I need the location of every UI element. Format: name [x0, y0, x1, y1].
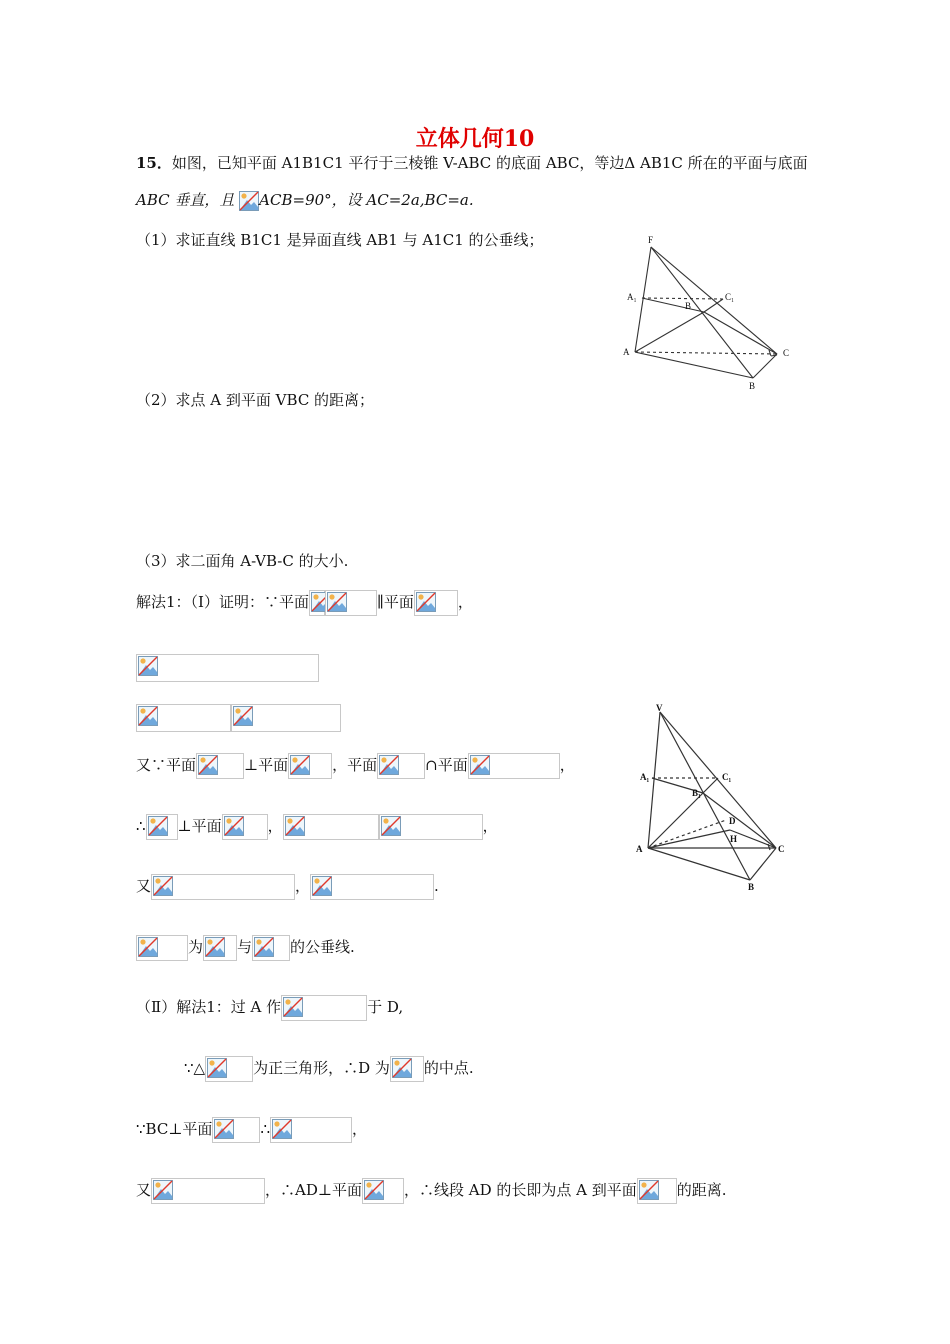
- formula-image: [151, 874, 295, 900]
- formula-image: [390, 1056, 424, 1082]
- broken-image-icon: [148, 816, 168, 836]
- broken-image-icon: [138, 706, 158, 726]
- fig1-label-b: B: [749, 381, 756, 391]
- broken-image-icon: [214, 1119, 234, 1139]
- problem-text-2a: ABC 垂直，且: [136, 191, 235, 209]
- question-1: （1）求证直线 B1C1 是异面直线 AB1 与 A1C1 的公垂线；: [136, 231, 544, 249]
- broken-image-icon: [153, 1180, 173, 1200]
- formula-image: [414, 590, 458, 616]
- sol-text: 又∵平面: [136, 756, 197, 774]
- broken-image-icon: [153, 876, 173, 896]
- sol-text: ，∴AD⊥平面: [265, 1181, 362, 1199]
- problem-text-2b: ACB=90°，设 AC=2a,BC=a.: [259, 191, 474, 209]
- solution-line-3: [136, 704, 341, 732]
- figure-pyramid-1: [615, 232, 805, 392]
- solution-line-8: [136, 995, 403, 1021]
- formula-image: [281, 995, 367, 1021]
- formula-image: [377, 753, 425, 779]
- sol-text: ∵△: [184, 1059, 206, 1077]
- sol-text: 于 D,: [367, 998, 404, 1016]
- sol-text: ，: [482, 817, 498, 835]
- formula-image: [222, 814, 268, 840]
- solution-line-11: [136, 1178, 727, 1204]
- solution-line-1: [136, 590, 473, 616]
- broken-image-icon: [205, 937, 225, 957]
- broken-image-icon: [138, 656, 158, 676]
- problem-line-2: [136, 190, 474, 211]
- formula-image: [288, 753, 332, 779]
- fig1-label-c1: C₁: [725, 292, 735, 302]
- sol-text: ，∴线段 AD 的长即为点 A 到平面: [403, 1181, 637, 1199]
- broken-image-icon: [327, 592, 347, 612]
- broken-image-icon: [639, 1180, 659, 1200]
- sol-text: 为正三角形，∴D 为: [253, 1059, 390, 1077]
- formula-image: [151, 1178, 265, 1204]
- broken-image-icon: [312, 876, 332, 896]
- sol-text: 为: [188, 938, 204, 956]
- fig2-label-h: H: [730, 834, 738, 844]
- sol-text: 的中点.: [423, 1059, 474, 1077]
- formula-image: [231, 704, 341, 732]
- broken-image-icon: [416, 592, 436, 612]
- solution-line-5: [136, 814, 498, 840]
- solution-line-6: [136, 874, 439, 900]
- sol-text: ⊥平面: [177, 817, 222, 835]
- broken-image-icon: [138, 937, 158, 957]
- broken-image-icon: [254, 937, 274, 957]
- sol-text: ∥平面: [376, 593, 414, 611]
- broken-image-icon: [381, 816, 401, 836]
- fig1-label-b1: B: [685, 301, 692, 311]
- question-3: （3）求二面角 A-VB-C 的大小.: [136, 552, 349, 570]
- formula-image: [252, 935, 290, 961]
- formula-image: [212, 1117, 260, 1143]
- sol-text: ∴: [260, 1120, 270, 1138]
- formula-image: [325, 590, 377, 616]
- formula-image: [309, 590, 325, 616]
- formula-image: [283, 814, 379, 840]
- formula-image: [362, 1178, 404, 1204]
- sol-text: 的公垂线.: [290, 938, 355, 956]
- sol-text: .: [434, 877, 439, 895]
- formula-image: [637, 1178, 677, 1204]
- broken-image-icon: [470, 755, 490, 775]
- broken-image-icon: [392, 1058, 412, 1078]
- formula-image: [468, 753, 560, 779]
- problem-line-1: [136, 153, 808, 173]
- sol-text: 的距离.: [676, 1181, 727, 1199]
- formula-image: [136, 935, 188, 961]
- sol-text: ⊥平面: [244, 756, 289, 774]
- formula-image: [196, 753, 244, 779]
- fig1-label-a: A: [623, 347, 630, 357]
- broken-image-icon: [272, 1119, 292, 1139]
- sol-text: 又: [136, 1181, 152, 1199]
- broken-image-icon: [207, 1058, 227, 1078]
- formula-image: [379, 814, 483, 840]
- broken-image-icon: [379, 755, 399, 775]
- fig1-label-f: F: [648, 235, 654, 245]
- fig2-label-c: C: [778, 844, 785, 854]
- fig1-label-c: C: [783, 348, 790, 358]
- fig2-label-v: V: [656, 703, 663, 713]
- broken-image-icon: [233, 706, 253, 726]
- formula-image: [205, 1056, 253, 1082]
- fig2-label-b1: B₁: [692, 788, 701, 798]
- solution-line-7: [136, 935, 355, 961]
- sol-text: ∴: [136, 817, 146, 835]
- figure-pyramid-2: [630, 702, 790, 892]
- formula-image: [146, 814, 178, 840]
- sol-text: 与: [237, 938, 253, 956]
- solution-line-4: [136, 753, 575, 779]
- fig2-label-b: B: [748, 882, 755, 892]
- sol-text: ，: [559, 756, 575, 774]
- fig2-label-c1: C₁: [722, 772, 732, 782]
- sol-text: 又: [136, 877, 152, 895]
- broken-image-icon: [239, 191, 259, 211]
- sol-text: ，: [351, 1120, 367, 1138]
- formula-image: [310, 874, 434, 900]
- sol-text: ，平面: [332, 756, 378, 774]
- broken-image-icon: [364, 1180, 384, 1200]
- solution-line-2: [136, 654, 319, 682]
- problem-number: 15．: [136, 154, 172, 172]
- broken-image-icon: [290, 755, 310, 775]
- sol-text: ，: [457, 593, 473, 611]
- fig2-label-d: D: [729, 816, 736, 826]
- broken-image-icon: [224, 816, 244, 836]
- solution-line-9: [184, 1056, 474, 1082]
- page-title: 立体几何10: [415, 126, 535, 152]
- solution-line-10: [136, 1117, 367, 1143]
- sol-text: ，: [267, 817, 283, 835]
- sol-text: ∵BC⊥平面: [136, 1120, 213, 1138]
- broken-image-icon: [198, 755, 218, 775]
- broken-image-icon: [283, 997, 303, 1017]
- sol-text: ，: [295, 877, 311, 895]
- fig2-label-a: A: [636, 844, 643, 854]
- formula-image: [203, 935, 237, 961]
- formula-image: [270, 1117, 352, 1143]
- fig2-label-a1: A₁: [640, 772, 650, 782]
- sol-text: ∩平面: [425, 756, 468, 774]
- fig1-label-a1: A₁: [627, 292, 637, 302]
- sol-text: （Ⅱ）解法1：过 A 作: [136, 998, 282, 1016]
- sol-text: 解法1：（Ⅰ）证明：∵平面: [136, 593, 309, 611]
- question-2: （2）求点 A 到平面 VBC 的距离；: [136, 391, 375, 409]
- broken-image-icon: [285, 816, 305, 836]
- problem-text-1: 如图，已知平面 A1B1C1 平行于三棱锥 V-ABC 的底面 ABC，等边Δ AB1C 所在的平面与底面: [171, 154, 808, 172]
- formula-image: [136, 654, 319, 682]
- formula-image: [136, 704, 231, 732]
